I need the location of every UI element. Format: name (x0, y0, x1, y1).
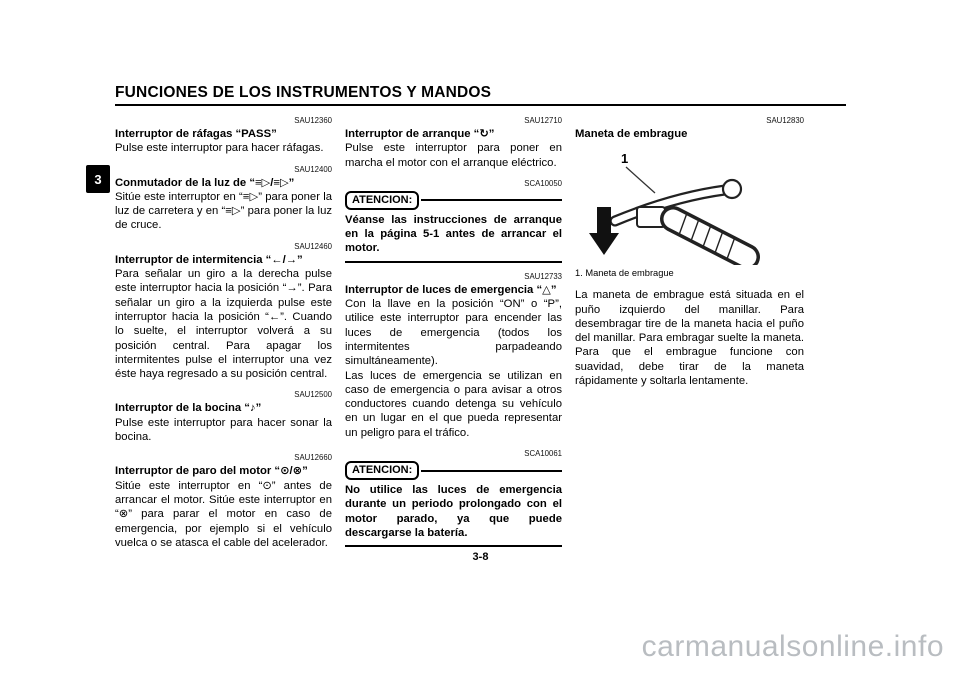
attention-label: ATENCION: (345, 461, 419, 480)
section-code: SCA10061 (524, 449, 562, 459)
callout-line (626, 167, 655, 193)
pull-direction-arrow-icon (589, 207, 619, 255)
section-paragraph: Sitúe este interruptor en “⊙” antes de arrancar el motor. Sitúe este interruptor en “⊗” para parar el motor en caso de emergencia, por ejemplo si el vehículo vuelca o se atasca el cable del acelerador. (115, 479, 332, 549)
section-code: SAU12660 (294, 453, 332, 463)
section-paragraph: La maneta de embrague está situada en el puño izquierdo del manillar. Para desembragar tire de la maneta hacia el puño del manillar. Para embragar suelte la maneta. Para que el embrague funcione con suavidad, debe tirar de la maneta rápidamente y soltarla lentamente. (575, 289, 804, 388)
section-code: SAU12733 (524, 271, 562, 281)
page-number: 3-8 (472, 551, 489, 563)
section-clutch-lever (575, 116, 804, 388)
section-code: SAU12710 (524, 116, 562, 125)
section-heading: Interruptor de luces de emergencia “△” (345, 283, 557, 296)
section-paragraph: Para señalar un giro a la derecha pulse este interruptor hacia la posición “→”. Para señalar un giro a la izquierda pulse este interruptor hacia la posición “←”. Cuando lo suelte, el interruptor volverá a su posición central. Para apagar los intermitentes pulse el interruptor una vez éste haya regresado a su posición central. (115, 268, 332, 381)
attention-rule (345, 261, 562, 263)
section-heading: Conmutador de la luz de “≡▷/≡▷” (115, 176, 295, 189)
section-heading: Interruptor de arranque “↻” (345, 128, 495, 140)
section-paragraph: Con la llave en la posición “ON” o “P”, utilice este interruptor para encender las luces de emergencia (todos los intermitentes parpadeando simultáneamente). (345, 298, 562, 368)
section-heading: Maneta de embrague (575, 128, 688, 140)
clutch-lever-illustration (575, 147, 804, 265)
column-right (575, 116, 804, 388)
section-paragraph: Pulse este interruptor para hacer sonar la bocina. (115, 416, 332, 444)
section-paragraph: Sitúe este interruptor en “≡▷” para poner la luz de carretera y en “≡▷” para poner la luz de cruce. (115, 190, 332, 232)
attention-header (345, 191, 562, 210)
attention-text: No utilice las luces de emergencia durante un periodo prolongado con el motor parado, ya que puede descargarse la batería. (345, 484, 562, 539)
attention-block-hazard (345, 449, 562, 547)
section-paragraph: Pulse este interruptor para hacer ráfagas. (115, 142, 324, 155)
page-title: FUNCIONES DE LOS INSTRUMENTOS Y MANDOS (115, 84, 492, 101)
handlebar-grip (673, 213, 747, 259)
header-rule (115, 104, 846, 106)
section-horn-switch (115, 390, 332, 444)
section-paragraph: Las luces de emergencia se utilizan en caso de emergencia o para avisar a otros conductores cuando detenga su vehículo en un lugar en el que pueda representar un peligro para el tráfico. (345, 369, 562, 439)
section-code: SCA10050 (524, 178, 562, 188)
section-hazard-switch (345, 272, 562, 440)
section-pass-switch (115, 116, 332, 156)
section-paragraph: Pulse este interruptor para poner en marcha el motor con el arranque eléctrico. (345, 142, 562, 169)
section-engine-stop-switch (115, 453, 332, 550)
column-left (115, 116, 332, 550)
section-code: SAU12400 (294, 164, 332, 174)
section-turn-signal-switch (115, 242, 332, 382)
section-code: SAU12460 (294, 241, 332, 251)
section-code: SAU12500 (294, 390, 332, 400)
column-middle (345, 116, 562, 547)
clutch-lever-figure (575, 147, 804, 265)
figure-caption: 1. Maneta de embrague (575, 268, 674, 279)
section-heading: Interruptor de la bocina “♪” (115, 402, 262, 415)
attention-label: ATENCION: (345, 191, 419, 210)
chapter-tab: 3 (86, 165, 110, 193)
section-dimmer-switch (115, 165, 332, 233)
section-heading: Interruptor de ráfagas “PASS” (115, 128, 277, 140)
section-code: SAU12360 (294, 116, 332, 125)
attention-block-start (345, 179, 562, 263)
section-code: SAU12830 (766, 116, 804, 125)
attention-text: Véanse las instrucciones de arranque en la página 5-1 antes de arrancar el motor. (345, 213, 562, 255)
section-heading: Interruptor de paro del motor “⊙/⊗” (115, 465, 308, 478)
attention-header (345, 461, 562, 480)
section-start-switch (345, 116, 562, 170)
figure-callout-1: 1 (621, 151, 629, 167)
watermark: carmanualsonline.info (641, 630, 944, 663)
section-heading: Interruptor de intermitencia “←/→” (115, 253, 303, 266)
attention-rule (345, 545, 562, 547)
